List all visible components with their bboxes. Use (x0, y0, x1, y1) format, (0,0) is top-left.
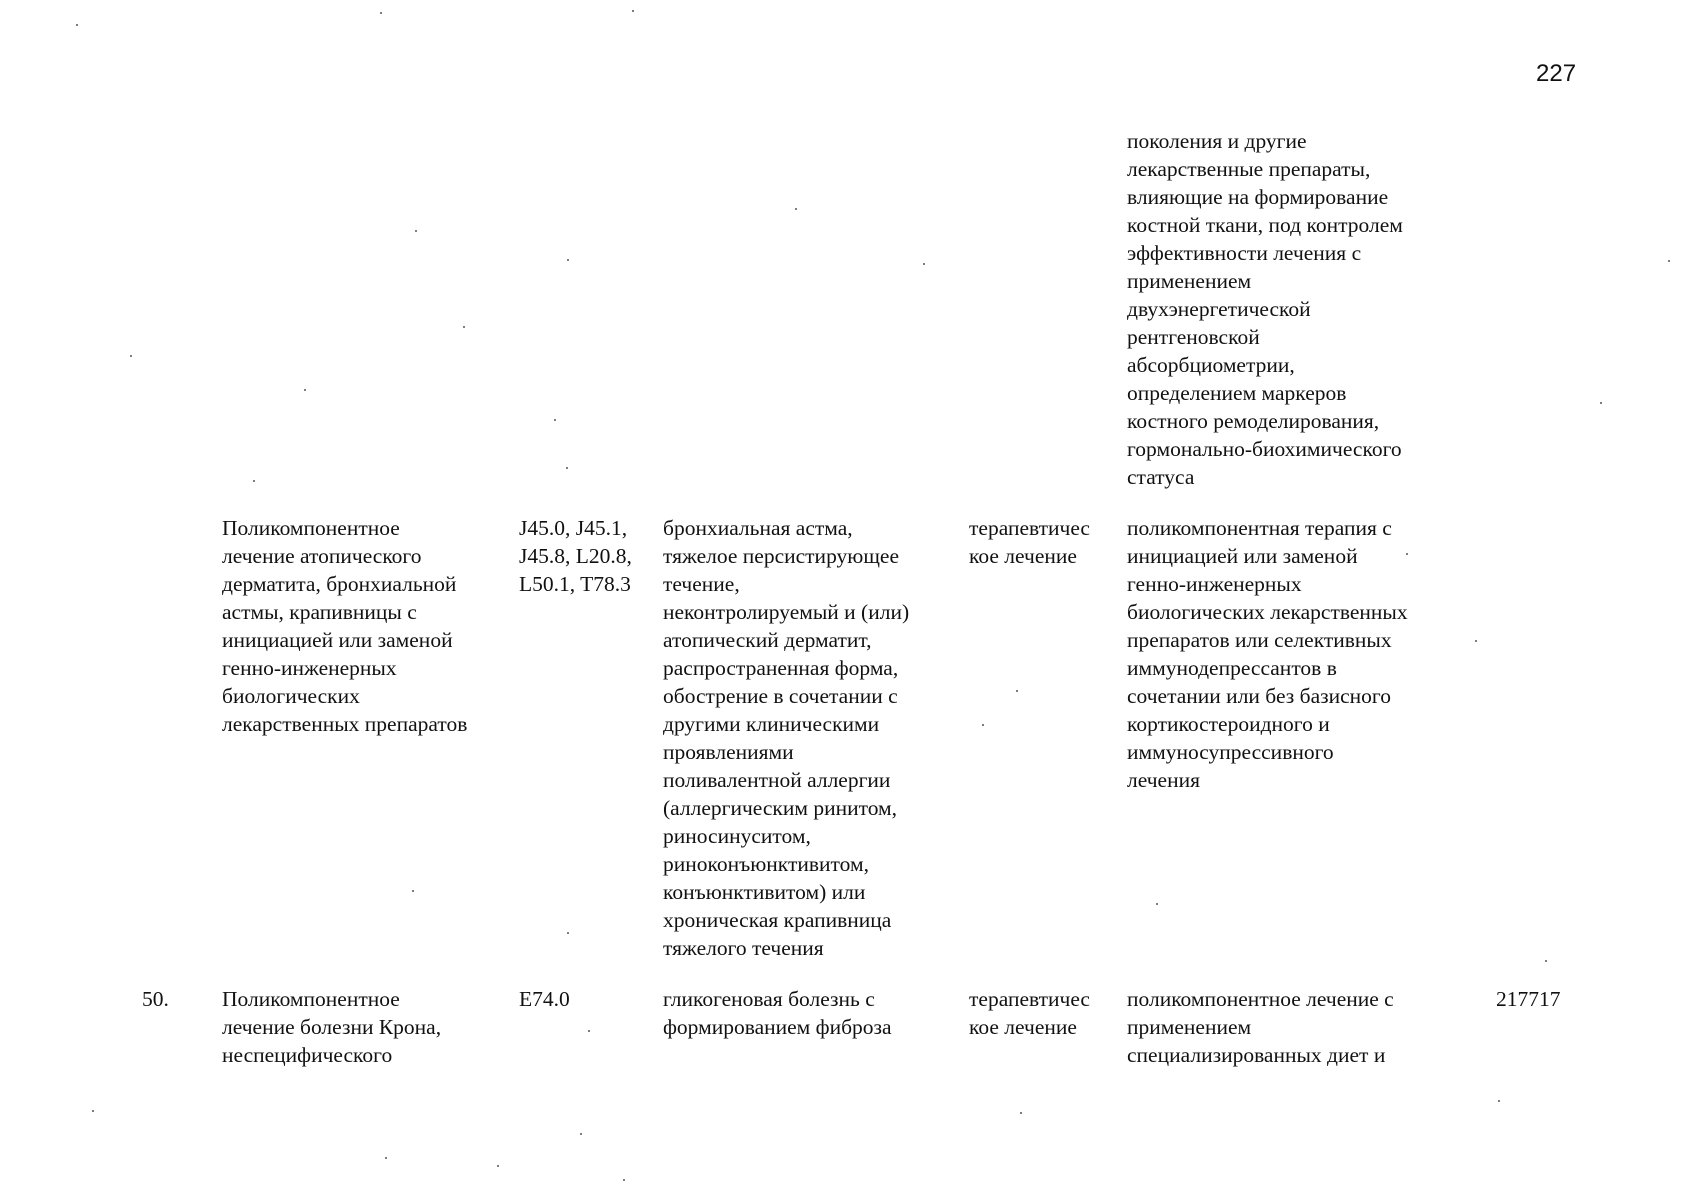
scan-speck (1498, 1100, 1500, 1102)
scan-speck (1475, 640, 1477, 642)
continuation-method-cell: поколения и другие лекарственные препараты, влияющие на формирование костной ткани, под контролем эффективности лечения с применением двухэнергетической рентгеновской абсорбциометрии, определением маркеров костного ремоделирования, гормонально-биохимического статуса (1127, 129, 1403, 489)
scan-speck (497, 1165, 499, 1167)
scan-speck (1406, 553, 1408, 555)
scan-speck (566, 467, 568, 469)
row2-treatment-type-cell: терапевтичес кое лечение (969, 987, 1090, 1039)
page-number: 227 (1536, 60, 1577, 87)
scan-speck (580, 1133, 582, 1135)
scan-speck (588, 1030, 590, 1032)
scan-speck (412, 890, 414, 892)
scan-speck (130, 355, 132, 357)
scan-speck (982, 724, 984, 726)
scan-speck (567, 932, 569, 934)
scan-speck (304, 389, 306, 391)
row2-model-cell: гликогеновая болезнь с формированием фиброза (663, 987, 892, 1039)
row1-codes-cell: J45.0, J45.1, J45.8, L20.8, L50.1, T78.3 (519, 516, 632, 596)
scan-speck (415, 230, 417, 232)
row1-model-cell: бронхиальная астма, тяжелое персистирующее течение, неконтролируемый и (или) атопический дерматит, распространенная форма, обострение в сочетании с другими клиническими проявлениями поливалентной аллергии (аллергическим ринитом, риносинуситом, риноконъюнктивитом, конъюнктивитом) или хроническая крапивница тяжелого течения (663, 516, 910, 960)
row1-method-cell: поликомпонентная терапия с инициацией или заменой генно-инженерных биологических лекарственных препаратов или селективных иммунодепрессантов в сочетании или без базисного кортикостероидного и иммуносупрессивного лечения (1127, 516, 1408, 792)
scan-speck (923, 263, 925, 265)
scan-speck (623, 1179, 625, 1181)
scan-speck (1545, 960, 1547, 962)
scan-speck (380, 12, 382, 14)
scan-speck (554, 419, 556, 421)
scan-speck (76, 24, 78, 26)
scan-speck (92, 1110, 94, 1112)
row2-method-cell: поликомпонентное лечение с применением специализированных диет и (1127, 987, 1394, 1067)
scan-speck (567, 259, 569, 261)
row1-treatment-type-cell: терапевтичес кое лечение (969, 516, 1090, 568)
row2-name-cell: Поликомпонентное лечение болезни Крона, неспецифического (222, 987, 442, 1067)
scan-speck (1020, 1112, 1022, 1114)
scan-speck (795, 208, 797, 210)
scan-speck (1156, 903, 1158, 905)
row2-cost-cell: 217717 (1496, 987, 1561, 1011)
scan-speck (463, 326, 465, 328)
scan-speck (1600, 402, 1602, 404)
scan-speck (1016, 690, 1018, 692)
scan-speck (632, 10, 634, 12)
scan-speck (385, 1157, 387, 1159)
row2-number-cell: 50. (142, 987, 169, 1011)
row1-name-cell: Поликомпонентное лечение атопического дерматита, бронхиальной астмы, крапивницы с инициацией или заменой генно-инженерных биологических лекарственных препаратов (222, 516, 468, 736)
row2-codes-cell: E74.0 (519, 987, 570, 1011)
scan-speck (253, 480, 255, 482)
scan-speck (1668, 260, 1670, 262)
